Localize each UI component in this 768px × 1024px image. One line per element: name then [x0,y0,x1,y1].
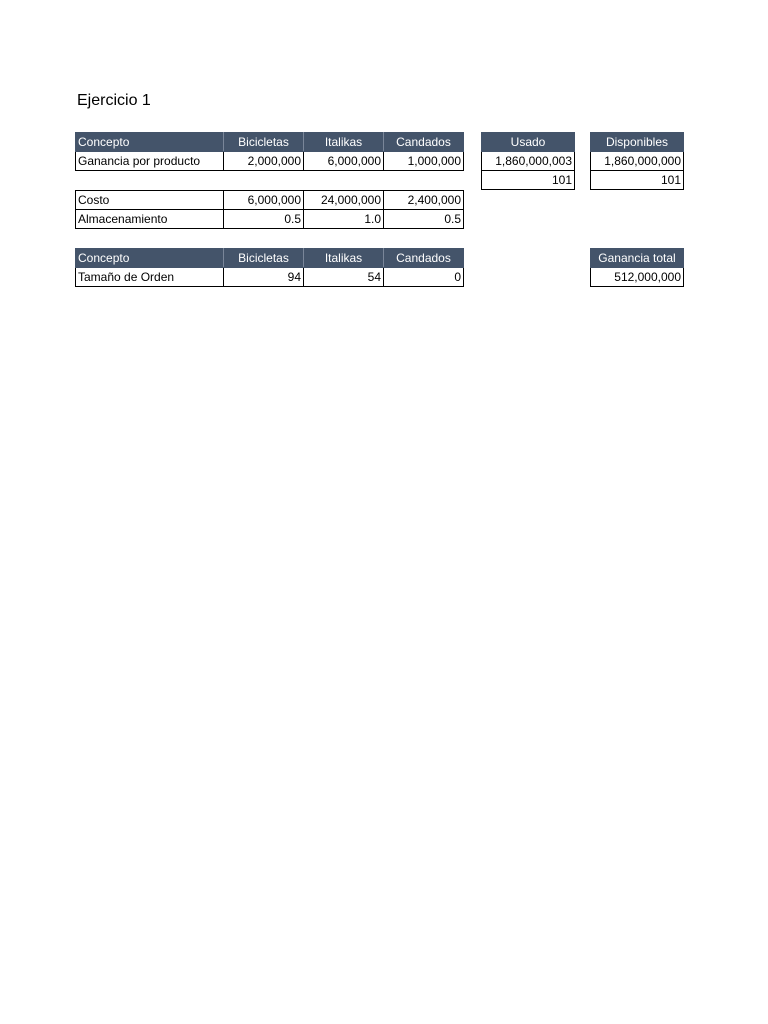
available-table [590,132,684,190]
header-ganancia-total[interactable]: Ganancia total [591,249,684,268]
header-concepto[interactable]: Concepto [76,249,224,268]
header-row [591,249,684,268]
header-candados[interactable]: Candados [384,249,464,268]
cell-usado[interactable]: 1,860,000,003 [482,152,575,171]
table-row [591,152,684,171]
header-bicicletas[interactable]: Bicicletas [224,133,304,152]
cell-italikas[interactable]: 6,000,000 [304,152,384,171]
cell-candados[interactable]: 2,400,000 [384,191,464,210]
cell-label[interactable]: Tamaño de Orden [76,268,224,287]
header-italikas[interactable]: Italikas [304,133,384,152]
cell-usado[interactable]: 101 [482,171,575,190]
header-italikas[interactable]: Italikas [304,249,384,268]
table-row [76,191,464,210]
cell-bicicletas[interactable]: 6,000,000 [224,191,304,210]
cell-ganancia-total[interactable]: 512,000,000 [591,268,684,287]
header-disponibles[interactable]: Disponibles [591,133,684,152]
table-row [76,268,464,287]
cell-bicicletas[interactable]: 0.5 [224,210,304,229]
total-profit-table [590,248,684,287]
header-row [591,133,684,152]
cell-label[interactable]: Almacenamiento [76,210,224,229]
header-bicicletas[interactable]: Bicicletas [224,249,304,268]
header-concepto[interactable]: Concepto [76,133,224,152]
page-title: Ejercicio 1 [77,92,151,109]
cell-candados[interactable]: 0 [384,268,464,287]
header-row [76,133,464,152]
header-usado[interactable]: Usado [482,133,575,152]
table-row [482,152,575,171]
cell-candados[interactable]: 1,000,000 [384,152,464,171]
table-row [591,268,684,287]
cell-bicicletas[interactable]: 94 [224,268,304,287]
header-row [76,249,464,268]
constraints-table [75,190,464,229]
cell-candados[interactable]: 0.5 [384,210,464,229]
cell-label[interactable]: Ganancia por producto [76,152,224,171]
table-row [482,171,575,190]
cell-disponibles[interactable]: 101 [591,171,684,190]
header-candados[interactable]: Candados [384,133,464,152]
header-row [482,133,575,152]
cell-italikas[interactable]: 24,000,000 [304,191,384,210]
used-table [481,132,575,190]
table-row [591,171,684,190]
cell-italikas[interactable]: 1.0 [304,210,384,229]
profit-table [75,132,464,171]
cell-italikas[interactable]: 54 [304,268,384,287]
table-row [76,210,464,229]
cell-disponibles[interactable]: 1,860,000,000 [591,152,684,171]
order-size-table [75,248,464,287]
table-row [76,152,464,171]
cell-bicicletas[interactable]: 2,000,000 [224,152,304,171]
cell-label[interactable]: Costo [76,191,224,210]
